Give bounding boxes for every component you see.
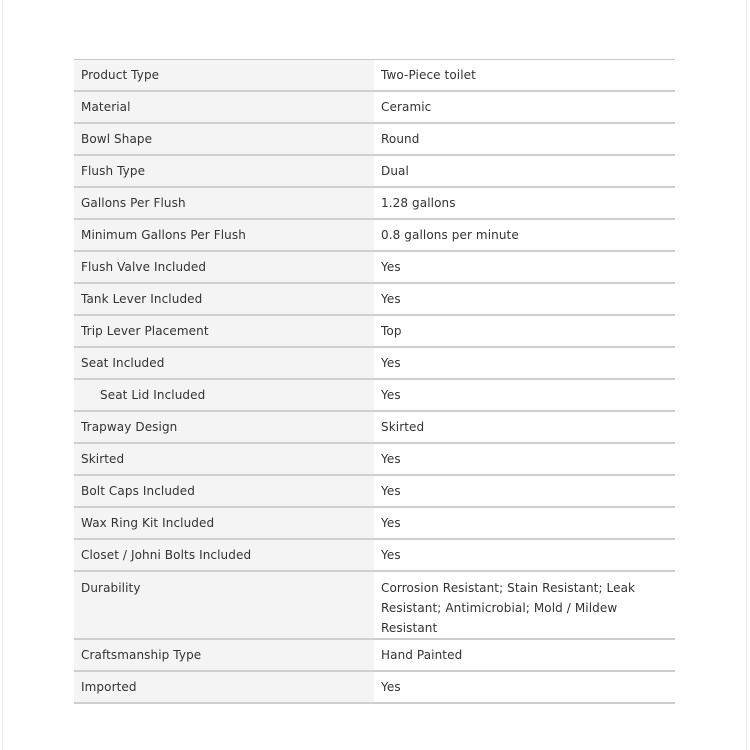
spec-label: Flush Valve Included: [74, 251, 374, 283]
table-row: [74, 507, 675, 539]
spec-label: Trip Lever Placement: [74, 315, 374, 347]
table-row: [74, 91, 675, 123]
spec-label: Tank Lever Included: [74, 283, 374, 315]
table-row: [74, 219, 675, 251]
spec-value: Round: [374, 123, 675, 155]
spec-value: Yes: [374, 539, 675, 571]
spec-value: Ceramic: [374, 91, 675, 123]
spec-value: Top: [374, 315, 675, 347]
spec-label: Product Type: [74, 60, 374, 92]
spec-label: Durability: [74, 571, 374, 639]
spec-value: Yes: [374, 507, 675, 539]
table-row: [74, 671, 675, 703]
spec-label: Trapway Design: [74, 411, 374, 443]
spec-label: Gallons Per Flush: [74, 187, 374, 219]
table-row: [74, 379, 675, 411]
spec-value: Yes: [374, 443, 675, 475]
specifications-table: [74, 59, 675, 704]
table-row: [74, 315, 675, 347]
spec-label: Closet / Johni Bolts Included: [74, 539, 374, 571]
spec-value: Yes: [374, 379, 675, 411]
spec-value: Yes: [374, 347, 675, 379]
table-row: [74, 251, 675, 283]
table-row: [74, 187, 675, 219]
spec-value: Corrosion Resistant; Stain Resistant; Leak Resistant; Antimicrobial; Mold / Mildew Resistant: [374, 571, 675, 639]
spec-label: Material: [74, 91, 374, 123]
spec-value: Hand Painted: [374, 639, 675, 671]
spec-value: Yes: [374, 475, 675, 507]
spec-label: Imported: [74, 671, 374, 703]
spec-label: Flush Type: [74, 155, 374, 187]
spec-value: Skirted: [374, 411, 675, 443]
table-row: [74, 475, 675, 507]
table-row: [74, 347, 675, 379]
spec-label: Seat Included: [74, 347, 374, 379]
table-row: [74, 539, 675, 571]
spec-label: Craftsmanship Type: [74, 639, 374, 671]
spec-label: Bowl Shape: [74, 123, 374, 155]
table-row: [74, 60, 675, 92]
spec-value: Yes: [374, 283, 675, 315]
table-row: [74, 283, 675, 315]
table-row: [74, 123, 675, 155]
table-row: [74, 571, 675, 639]
spec-value: Yes: [374, 671, 675, 703]
table-row: [74, 443, 675, 475]
spec-value: 0.8 gallons per minute: [374, 219, 675, 251]
spec-label: Bolt Caps Included: [74, 475, 374, 507]
spec-label: Wax Ring Kit Included: [74, 507, 374, 539]
spec-label: Seat Lid Included: [74, 379, 374, 411]
spec-label: Skirted: [74, 443, 374, 475]
table-row: [74, 155, 675, 187]
spec-value: Yes: [374, 251, 675, 283]
spec-value: Two-Piece toilet: [374, 60, 675, 92]
spec-value: 1.28 gallons: [374, 187, 675, 219]
spec-value: Dual: [374, 155, 675, 187]
spec-label: Minimum Gallons Per Flush: [74, 219, 374, 251]
table-row: [74, 411, 675, 443]
table-row: [74, 639, 675, 671]
